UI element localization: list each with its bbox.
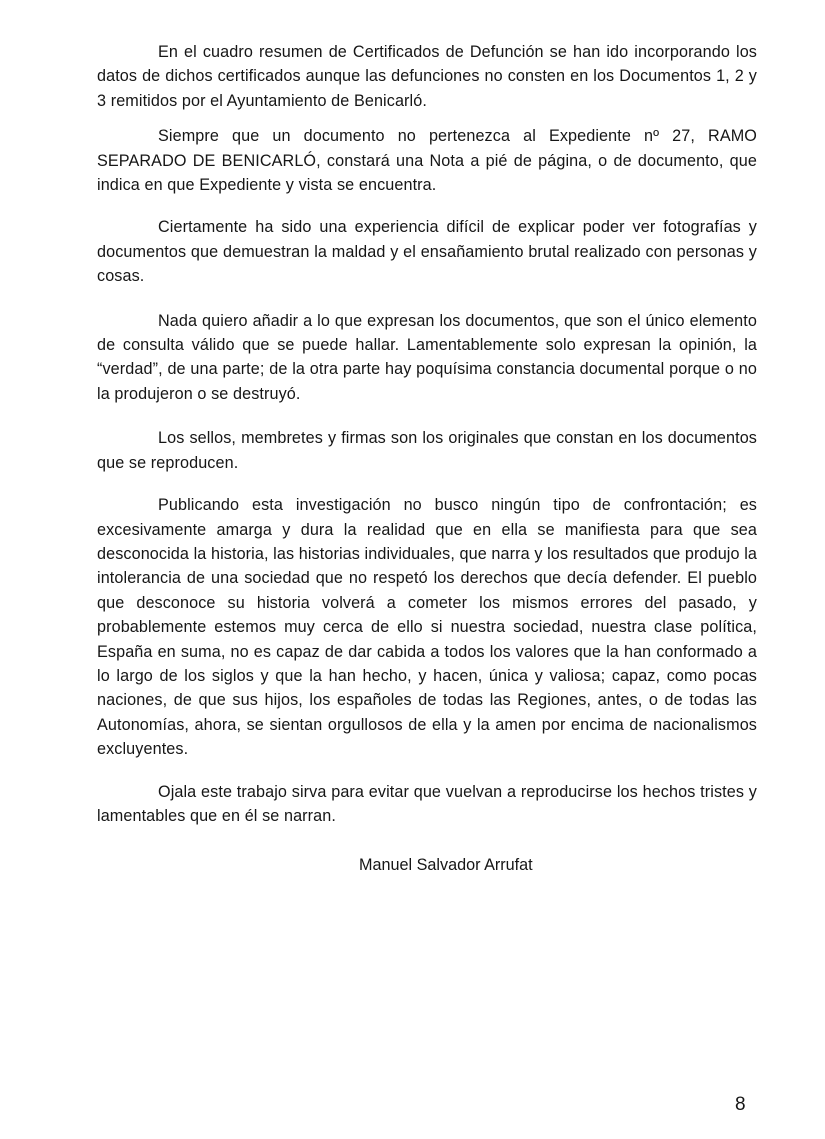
paragraph-seals-signatures: Los sellos, membretes y firmas son los originales que constan en los documentos que se reproducen. [97, 429, 757, 472]
body-text [97, 40, 757, 828]
paragraph-footnote-note: Siempre que un documento no pertenezca al Expediente nº 27, RAMO SEPARADO DE BENICARLÓ, constará una Nota a pié de página, o de documento, que indica en que Expediente y vista se encuentra. [97, 127, 757, 195]
page-number: 8 [735, 1094, 746, 1115]
paragraph-no-confrontation: Publicando esta investigación no busco ningún tipo de confrontación; es excesivamente amarga y dura la realidad que en ella se manifiesta para que sea desconocida la historia, las historias individuales, que narra y los resultados que produjo la intolerancia de una sociedad que no respetó los derechos que decía defender. El pueblo que desconoce su historia volverá a cometer los mismos errores del pasado, y probablemente estemos muy cerca de ello si nuestra sociedad, nuestra clase política, España en suma, no es capaz de dar cabida a todos los valores que la han conformado a lo largo de los siglos y que la han hecho, y hacen, única y valiosa; capaz, como pocas naciones, de que sus hijos, los españoles de todas las Regiones, antes, o de todas las Autonomías, ahora, se sientan orgullosos de ella y la amen por encima de nacionalismos excluyentes. [97, 496, 757, 759]
paragraph-certificates-summary: En el cuadro resumen de Certificados de Defunción se han ido incorporando los datos de dichos certificados aunque las defunciones no consten en los Documentos 1, 2 y 3 remitidos por el Ayuntamiento de Benicarló. [97, 43, 757, 110]
paragraph-difficult-experience: Ciertamente ha sido una experiencia difícil de explicar poder ver fotografías y documentos que demuestran la maldad y el ensañamiento brutal realizado con personas y cosas. [97, 218, 757, 286]
paragraph-closing-wish: Ojala este trabajo sirva para evitar que vuelvan a reproducirse los hechos tristes y lamentables que en él se narran. [97, 782, 757, 825]
paragraph-documents-opinion: Nada quiero añadir a lo que expresan los documentos, que son el único elemento de consulta válido que se puede hallar. Lamentablemente solo expresan la opinión, la “verdad”, de una parte; de la otra parte hay poquísima constancia documental porque o no la produjeron o se destruyó. [97, 311, 757, 403]
author-signature: Manuel Salvador Arrufat [359, 856, 533, 874]
